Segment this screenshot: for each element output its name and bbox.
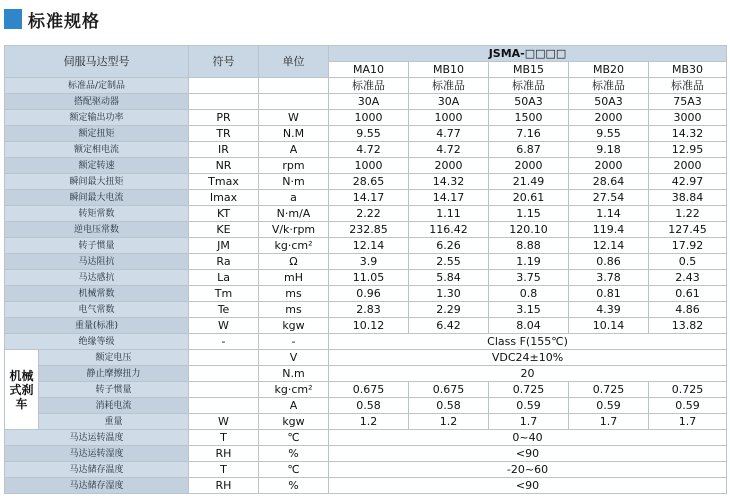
row-unit: % bbox=[259, 478, 329, 494]
row-label: 转子惯量 bbox=[5, 238, 189, 254]
row-label: 标准品/定制品 bbox=[5, 78, 189, 94]
row-value: 14.32 bbox=[409, 174, 489, 190]
spec-row bbox=[5, 254, 727, 270]
spec-row bbox=[5, 286, 727, 302]
row-value: <90 bbox=[329, 478, 727, 494]
row-symbol: W bbox=[189, 318, 259, 334]
spec-row bbox=[5, 238, 727, 254]
row-value: 6.26 bbox=[409, 238, 489, 254]
row-unit: N·m bbox=[259, 174, 329, 190]
row-value: 9.18 bbox=[569, 142, 649, 158]
row-value: 13.82 bbox=[649, 318, 727, 334]
row-unit: ℃ bbox=[259, 430, 329, 446]
row-symbol: IR bbox=[189, 142, 259, 158]
row-value: 0~40 bbox=[329, 430, 727, 446]
row-label: 机械常数 bbox=[5, 286, 189, 302]
spec-row bbox=[5, 334, 727, 350]
row-unit: N·m/A bbox=[259, 206, 329, 222]
row-symbol bbox=[189, 350, 259, 366]
row-unit: ms bbox=[259, 286, 329, 302]
row-value: 4.72 bbox=[409, 142, 489, 158]
row-unit: - bbox=[259, 334, 329, 350]
row-label: 额定转速 bbox=[5, 158, 189, 174]
row-value: 1000 bbox=[329, 158, 409, 174]
row-value: 1.19 bbox=[489, 254, 569, 270]
row-value: 75A3 bbox=[649, 94, 727, 110]
row-unit: kgw bbox=[259, 414, 329, 430]
row-value: 10.14 bbox=[569, 318, 649, 334]
row-value: 1000 bbox=[409, 110, 489, 126]
model-cell: MB20 bbox=[569, 62, 649, 78]
heading-accent-bar bbox=[4, 9, 22, 29]
row-label: 瞬间最大电流 bbox=[5, 190, 189, 206]
row-value: 0.59 bbox=[489, 398, 569, 414]
row-value: 4.77 bbox=[409, 126, 489, 142]
spec-row bbox=[5, 142, 727, 158]
row-value: 9.55 bbox=[329, 126, 409, 142]
row-value: 17.92 bbox=[649, 238, 727, 254]
row-value: 12.14 bbox=[569, 238, 649, 254]
row-value: 0.58 bbox=[409, 398, 489, 414]
row-value: 0.725 bbox=[649, 382, 727, 398]
spec-row bbox=[5, 318, 727, 334]
row-value: 127.45 bbox=[649, 222, 727, 238]
row-label: 重量 bbox=[39, 414, 189, 430]
row-value: 38.84 bbox=[649, 190, 727, 206]
row-value: VDC24±10% bbox=[329, 350, 727, 366]
row-value: 6.42 bbox=[409, 318, 489, 334]
spec-row bbox=[5, 270, 727, 286]
row-value: <90 bbox=[329, 446, 727, 462]
row-unit: A bbox=[259, 142, 329, 158]
row-value: 0.675 bbox=[329, 382, 409, 398]
spec-row bbox=[5, 158, 727, 174]
row-unit: V/k·rpm bbox=[259, 222, 329, 238]
spec-row bbox=[5, 206, 727, 222]
row-symbol bbox=[189, 366, 259, 382]
row-value: 1.7 bbox=[569, 414, 649, 430]
row-label: 额定输出功率 bbox=[5, 110, 189, 126]
spec-row bbox=[5, 78, 727, 94]
row-value: 1.2 bbox=[329, 414, 409, 430]
row-label: 马达运转湿度 bbox=[5, 446, 189, 462]
row-value: 标准品 bbox=[649, 78, 727, 94]
row-value: 3000 bbox=[649, 110, 727, 126]
row-value: 0.86 bbox=[569, 254, 649, 270]
model-cell: MA10 bbox=[329, 62, 409, 78]
row-symbol: Ra bbox=[189, 254, 259, 270]
row-value: 2000 bbox=[649, 158, 727, 174]
row-value: 2.22 bbox=[329, 206, 409, 222]
row-value: 3.15 bbox=[489, 302, 569, 318]
row-value: 1.30 bbox=[409, 286, 489, 302]
row-value: Class F(155℃) bbox=[329, 334, 727, 350]
header-series: JSMA-□□□□ bbox=[329, 46, 727, 62]
row-symbol: - bbox=[189, 334, 259, 350]
row-value: 50A3 bbox=[489, 94, 569, 110]
row-unit bbox=[259, 78, 329, 94]
row-label: 马达运转温度 bbox=[5, 430, 189, 446]
row-value: 116.42 bbox=[409, 222, 489, 238]
row-value: 120.10 bbox=[489, 222, 569, 238]
spec-row bbox=[5, 190, 727, 206]
row-value: 14.32 bbox=[649, 126, 727, 142]
header-unit: 单位 bbox=[259, 46, 329, 78]
row-value: 0.61 bbox=[649, 286, 727, 302]
row-value: 3.78 bbox=[569, 270, 649, 286]
row-label: 额定扭矩 bbox=[5, 126, 189, 142]
row-symbol bbox=[189, 78, 259, 94]
row-symbol: JM bbox=[189, 238, 259, 254]
row-value: 2000 bbox=[569, 110, 649, 126]
row-value: 12.14 bbox=[329, 238, 409, 254]
row-symbol: KT bbox=[189, 206, 259, 222]
model-cell: MB30 bbox=[649, 62, 727, 78]
row-value: 28.64 bbox=[569, 174, 649, 190]
spec-row bbox=[5, 126, 727, 142]
row-value: 0.59 bbox=[649, 398, 727, 414]
row-value: 标准品 bbox=[329, 78, 409, 94]
row-value: 2.29 bbox=[409, 302, 489, 318]
row-value: 1.22 bbox=[649, 206, 727, 222]
row-unit: rpm bbox=[259, 158, 329, 174]
model-cell: MB10 bbox=[409, 62, 489, 78]
row-label: 马达感抗 bbox=[5, 270, 189, 286]
row-value: 2000 bbox=[409, 158, 489, 174]
header-model: 伺服马达型号 bbox=[5, 46, 189, 78]
row-value: 11.05 bbox=[329, 270, 409, 286]
row-value: 2.55 bbox=[409, 254, 489, 270]
env-row bbox=[5, 478, 727, 494]
row-value: 0.725 bbox=[569, 382, 649, 398]
row-value: 0.96 bbox=[329, 286, 409, 302]
spec-row bbox=[5, 110, 727, 126]
row-value: 12.95 bbox=[649, 142, 727, 158]
row-unit: kg·cm² bbox=[259, 238, 329, 254]
row-value: 4.39 bbox=[569, 302, 649, 318]
section-title: 标准规格 bbox=[28, 11, 100, 32]
row-value: 1.7 bbox=[489, 414, 569, 430]
env-row bbox=[5, 446, 727, 462]
row-symbol: NR bbox=[189, 158, 259, 174]
brake-group-label: 机械式刹车 bbox=[5, 350, 39, 430]
row-value: 8.04 bbox=[489, 318, 569, 334]
row-unit: % bbox=[259, 446, 329, 462]
model-cell: MB15 bbox=[489, 62, 569, 78]
brake-row bbox=[5, 366, 727, 382]
row-value: 0.59 bbox=[569, 398, 649, 414]
env-row bbox=[5, 430, 727, 446]
row-value: 6.87 bbox=[489, 142, 569, 158]
row-value: 4.72 bbox=[329, 142, 409, 158]
row-unit: W bbox=[259, 110, 329, 126]
row-label: 马达阻抗 bbox=[5, 254, 189, 270]
row-symbol: Te bbox=[189, 302, 259, 318]
row-label: 逆电压常数 bbox=[5, 222, 189, 238]
spec-row bbox=[5, 222, 727, 238]
row-unit: ms bbox=[259, 302, 329, 318]
row-value: 28.65 bbox=[329, 174, 409, 190]
row-value: 1.15 bbox=[489, 206, 569, 222]
row-label: 静止摩擦扭力 bbox=[39, 366, 189, 382]
row-symbol: W bbox=[189, 414, 259, 430]
row-unit: A bbox=[259, 398, 329, 414]
row-value: 3.9 bbox=[329, 254, 409, 270]
row-value: 2.83 bbox=[329, 302, 409, 318]
row-value: 2000 bbox=[489, 158, 569, 174]
row-value: 2.43 bbox=[649, 270, 727, 286]
row-value: 标准品 bbox=[409, 78, 489, 94]
row-unit: N.M bbox=[259, 126, 329, 142]
row-value: 标准品 bbox=[569, 78, 649, 94]
row-symbol: T bbox=[189, 430, 259, 446]
section-heading bbox=[4, 6, 100, 32]
row-value: 10.12 bbox=[329, 318, 409, 334]
row-value: 42.97 bbox=[649, 174, 727, 190]
row-value: 标准品 bbox=[489, 78, 569, 94]
row-value: 119.4 bbox=[569, 222, 649, 238]
row-symbol: La bbox=[189, 270, 259, 286]
row-symbol bbox=[189, 94, 259, 110]
row-unit: N.m bbox=[259, 366, 329, 382]
row-unit: mH bbox=[259, 270, 329, 286]
row-value: 2000 bbox=[569, 158, 649, 174]
row-label: 电气常数 bbox=[5, 302, 189, 318]
row-value: 1.2 bbox=[409, 414, 489, 430]
row-value: 3.75 bbox=[489, 270, 569, 286]
row-value: 14.17 bbox=[329, 190, 409, 206]
row-symbol bbox=[189, 398, 259, 414]
env-row bbox=[5, 462, 727, 478]
row-value: 50A3 bbox=[569, 94, 649, 110]
row-value: 232.85 bbox=[329, 222, 409, 238]
brake-row bbox=[5, 382, 727, 398]
brake-row bbox=[5, 414, 727, 430]
row-value: 0.8 bbox=[489, 286, 569, 302]
row-value: 27.54 bbox=[569, 190, 649, 206]
row-value: 0.81 bbox=[569, 286, 649, 302]
row-label: 转子惯量 bbox=[39, 382, 189, 398]
brake-row bbox=[5, 350, 727, 366]
row-unit: V bbox=[259, 350, 329, 366]
row-value: 0.675 bbox=[409, 382, 489, 398]
row-symbol: Tm bbox=[189, 286, 259, 302]
spec-row bbox=[5, 302, 727, 318]
row-label: 转矩常数 bbox=[5, 206, 189, 222]
row-label: 搭配驱动器 bbox=[5, 94, 189, 110]
row-label: 马达储存温度 bbox=[5, 462, 189, 478]
row-symbol: PR bbox=[189, 110, 259, 126]
row-symbol: KE bbox=[189, 222, 259, 238]
row-value: 1500 bbox=[489, 110, 569, 126]
row-label: 瞬间最大扭矩 bbox=[5, 174, 189, 190]
row-unit: Ω bbox=[259, 254, 329, 270]
row-unit: kgw bbox=[259, 318, 329, 334]
row-value: 1.7 bbox=[649, 414, 727, 430]
row-label: 额定相电流 bbox=[5, 142, 189, 158]
row-value: 1000 bbox=[329, 110, 409, 126]
row-label: 马达储存湿度 bbox=[5, 478, 189, 494]
spec-row bbox=[5, 174, 727, 190]
row-label: 消耗电流 bbox=[39, 398, 189, 414]
row-value: 8.88 bbox=[489, 238, 569, 254]
row-unit: ℃ bbox=[259, 462, 329, 478]
row-value: 14.17 bbox=[409, 190, 489, 206]
spec-table bbox=[4, 45, 727, 494]
row-value: 5.84 bbox=[409, 270, 489, 286]
row-symbol: T bbox=[189, 462, 259, 478]
row-value: 7.16 bbox=[489, 126, 569, 142]
header-symbol: 符号 bbox=[189, 46, 259, 78]
row-value: 1.14 bbox=[569, 206, 649, 222]
row-symbol: RH bbox=[189, 478, 259, 494]
row-symbol: Imax bbox=[189, 190, 259, 206]
row-symbol: Tmax bbox=[189, 174, 259, 190]
row-symbol bbox=[189, 382, 259, 398]
row-value: 0.5 bbox=[649, 254, 727, 270]
row-symbol: RH bbox=[189, 446, 259, 462]
row-value: 4.86 bbox=[649, 302, 727, 318]
row-symbol: TR bbox=[189, 126, 259, 142]
row-value: 20 bbox=[329, 366, 727, 382]
row-value: 30A bbox=[329, 94, 409, 110]
row-label: 重量(标准) bbox=[5, 318, 189, 334]
row-value: 1.11 bbox=[409, 206, 489, 222]
spec-row bbox=[5, 94, 727, 110]
row-label: 额定电压 bbox=[39, 350, 189, 366]
row-value: 9.55 bbox=[569, 126, 649, 142]
row-value: 20.61 bbox=[489, 190, 569, 206]
row-label: 绝缘等级 bbox=[5, 334, 189, 350]
brake-row bbox=[5, 398, 727, 414]
row-value: 0.725 bbox=[489, 382, 569, 398]
row-value: -20~60 bbox=[329, 462, 727, 478]
row-value: 30A bbox=[409, 94, 489, 110]
row-unit: kg·cm² bbox=[259, 382, 329, 398]
row-value: 0.58 bbox=[329, 398, 409, 414]
row-unit: a bbox=[259, 190, 329, 206]
row-value: 21.49 bbox=[489, 174, 569, 190]
row-unit bbox=[259, 94, 329, 110]
